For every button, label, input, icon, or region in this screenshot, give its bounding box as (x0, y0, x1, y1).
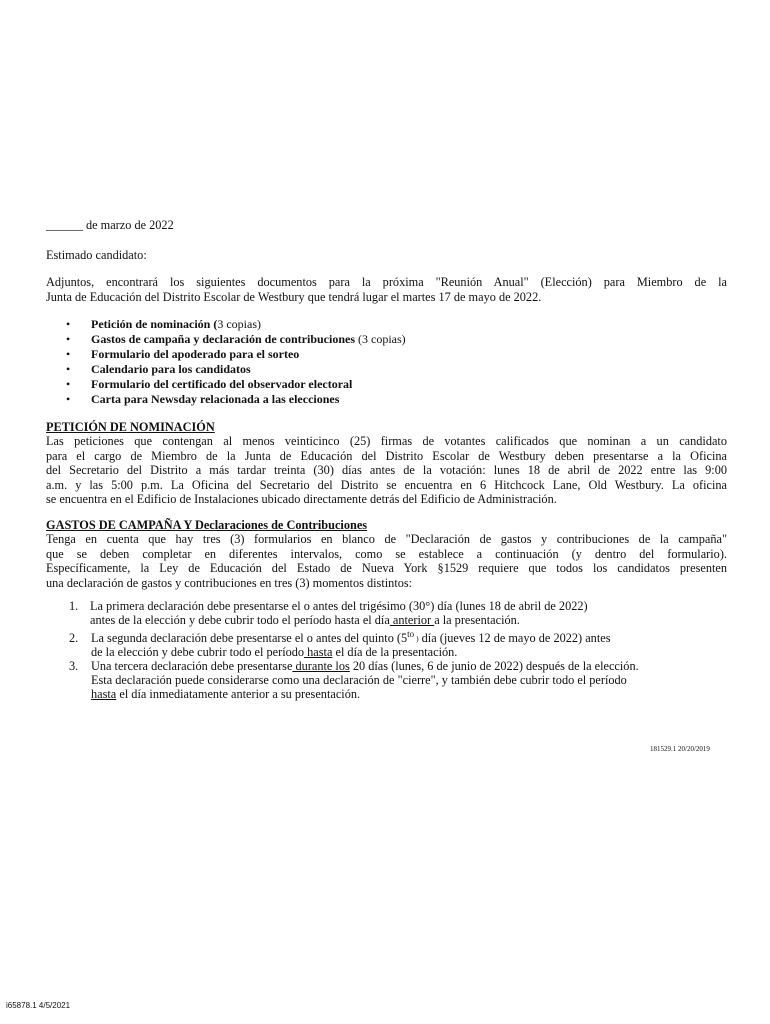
item-3-line-1: Una tercera declaración debe presentarse durante los 20 días (lunes, 6 de junio de 2022) después de la elección. (91, 659, 639, 673)
expenses-line-3: Específicamente, la Ley de Educación del Estado de Nueva York §1529 requiere que todos los candidatos presenten (46, 561, 727, 575)
item-1-line-1: La primera declaración debe presentarse el o antes del trigésimo (30°) día (lunes 18 de abril de 2022) (90, 599, 588, 613)
list-item: • Gastos de campaña y declaración de contribuciones (3 copias) (66, 332, 406, 346)
expenses-line-2: que se deben completar en diferentes intervalos, como se establece a continuación (y dentro del formulario). (46, 546, 727, 561)
item-3-line-2: Esta declaración puede considerarse como una declaración de "cierre", y también debe cubrir todo el período (91, 673, 627, 687)
date-blank: ______ (46, 218, 83, 232)
nomination-line-1: Las peticiones que contengan al menos veinticinco (25) firmas de votantes calificados que nominan a un candidato (46, 434, 727, 448)
list-item: • Formulario del apoderado para el sorteo (66, 347, 300, 361)
greeting: Estimado candidato: (46, 248, 147, 262)
expenses-line-4: una declaración de gastos y contribuciones en tres (3) momentos distintos: (46, 575, 413, 590)
bullet-symbol: • (66, 317, 71, 331)
bullet-symbol: • (66, 377, 71, 391)
nomination-line-4: a.m. y las 5:00 p.m. La Oficina del Secretario del Distrito se encuentra en 6 Hitchcock Lane, Old Westbury. La oficina (46, 477, 727, 492)
bullet-symbol: • (66, 347, 71, 361)
intro-line-2: Junta de Educación del Distrito Escolar de Westbury que tendrá lugar el martes 17 de mayo de 2022. (46, 289, 542, 304)
expenses-line-1: Tenga en cuenta que hay tres (3) formularios en blanco de "Declaración de gastos y contribuciones de la campaña" (46, 532, 727, 546)
bullet-symbol: • (66, 392, 71, 406)
list-item: • Petición de nominación (3 copias) (66, 317, 261, 331)
item-1-line-2: antes de la elección y debe cubrir todo el período hasta el día anterior a la presentación. (90, 613, 520, 627)
enclosures-list (66, 317, 406, 407)
bullet-symbol: • (66, 332, 71, 346)
section-heading-expenses: GASTOS DE CAMPAÑA Y Declaraciones de Contribuciones (46, 518, 368, 532)
item-number-2: 2. (69, 631, 79, 645)
footer-id: i65878.1 4/5/2021 (6, 1001, 71, 1010)
date-text: de marzo de 2022 (82, 218, 174, 232)
date-line (46, 218, 174, 232)
item-3-line-3: hasta el día inmediatamente anterior a su presentación. (91, 687, 361, 701)
nomination-line-3: del Secretario del Distrito a más tardar treinta (30) días antes de la votación: lunes 18 de abril de 2022 entre las 9:00 (46, 463, 727, 477)
bullet-symbol: • (66, 362, 71, 376)
item-number-3: 3. (69, 659, 79, 673)
section-heading-nomination: PETICIÓN DE NOMINACIÓN (46, 420, 215, 434)
list-item: • Formulario del certificado del observador electoral (66, 377, 353, 391)
item-number-1: 1. (69, 599, 79, 613)
document-number: 181529.1 20/20/2019 (650, 745, 710, 753)
item-2-line-2: de la elección y debe cubrir todo el período hasta el día de la presentación. (91, 645, 458, 659)
list-item: • Carta para Newsday relacionada a las elecciones (66, 392, 340, 406)
intro-line-1: Adjuntos, encontrará los siguientes documentos para la próxima "Reunión Anual" (Elección) para Miembro de la (46, 275, 727, 289)
nomination-line-5: se encuentra en el Edificio de Instalaciones ubicado directamente detrás del Edificio de Administración. (46, 492, 557, 506)
nomination-line-2: para el cargo de Miembro de la Junta de Educación del Distrito Escolar de Westbury deben presentarse a la Oficina (46, 448, 727, 463)
list-item: • Calendario para los candidatos (66, 362, 251, 376)
item-2-line-1: La segunda declaración debe presentarse el o antes del quinto ($5^{to}$ ) día (jueves 12 de mayo de 2022) antes (91, 629, 611, 645)
